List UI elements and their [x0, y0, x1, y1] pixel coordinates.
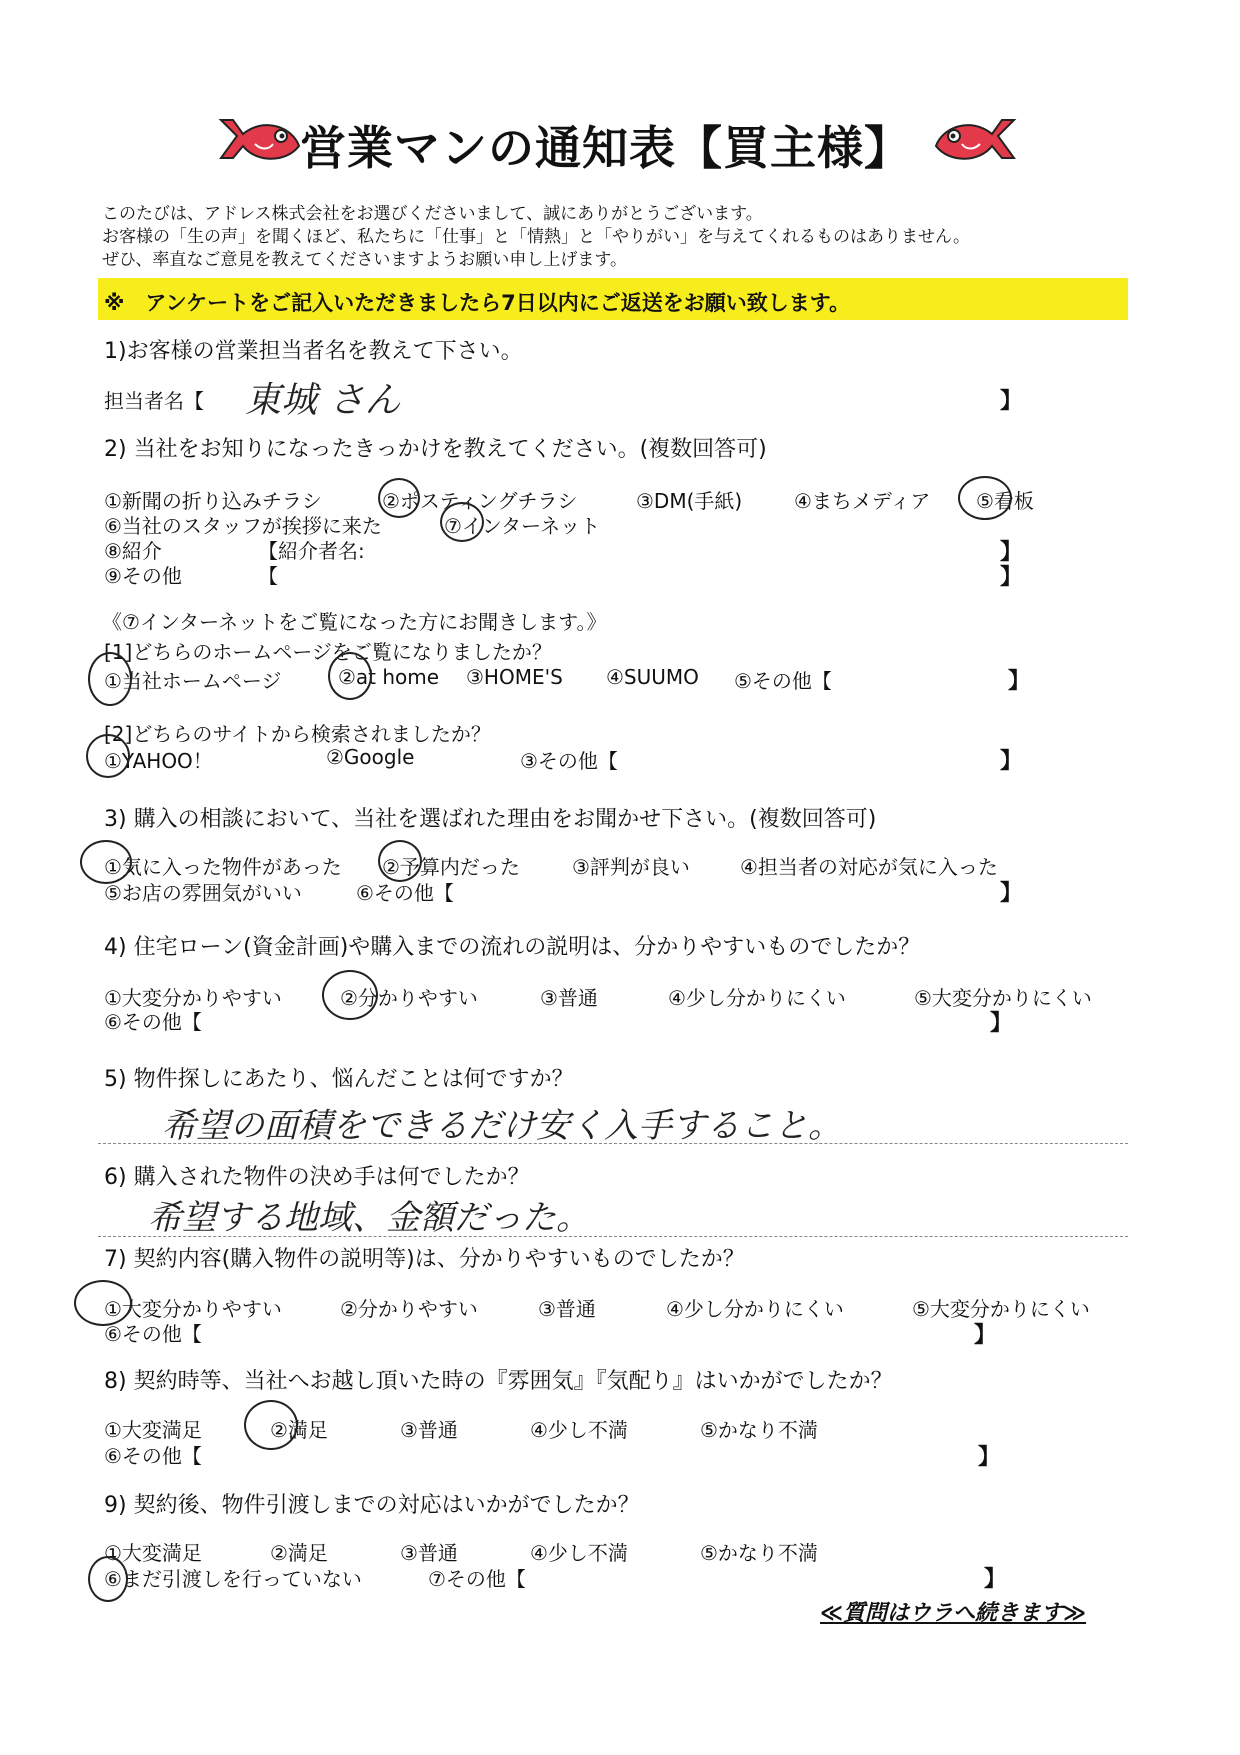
- q4-question: 4) 住宅ローン(資金計画)や購入までの流れの説明は、分かりやすいものでしたか？: [104, 935, 921, 960]
- q5-answer: 希望の面積をできるだけ安く入手すること。: [162, 1106, 842, 1146]
- q9-opt-3[interactable]: ③普通: [400, 1541, 458, 1565]
- q2-other-open: 【: [258, 564, 278, 588]
- q1-label: 担当者名【: [104, 389, 204, 413]
- q4-close: 】: [990, 1011, 1013, 1036]
- fish-icon-left: [215, 110, 305, 172]
- footer-continue-note: ≪質問はウラへ続きます≫: [820, 1601, 1087, 1626]
- q9-answer-circle-6: [88, 1556, 128, 1602]
- q7-opt-4[interactable]: ④少し分かりにくい: [666, 1297, 844, 1321]
- intro-line-2: お客様の「生の声」を聞くほど、私たちに「仕事」と「情熱」と「やりがい」を与えてくれるものはありません。: [102, 227, 971, 247]
- q4-opt-5[interactable]: ⑤大変分かりにくい: [914, 986, 1092, 1010]
- q2-answer-circle-2: [378, 478, 420, 518]
- q9-opt-5[interactable]: ⑤かなり不満: [700, 1541, 818, 1565]
- internet-sub2-opt-1[interactable]: ①YAHOO！: [104, 749, 213, 773]
- q4-opt-6[interactable]: ⑥その他【: [104, 1010, 202, 1034]
- q9-opt-1[interactable]: ①大変満足: [104, 1541, 202, 1565]
- internet-sub1-opt-5[interactable]: ⑤その他【: [734, 669, 832, 693]
- q9-opt-4[interactable]: ④少し不満: [530, 1541, 628, 1565]
- internet-sub1-opt-2[interactable]: ②at home: [338, 665, 440, 689]
- q9-opt-6[interactable]: ⑥まだ引渡しを行っていない: [104, 1567, 362, 1591]
- q4-opt-3[interactable]: ③普通: [540, 986, 598, 1010]
- q2-answer-circle-5: [958, 476, 1012, 520]
- q2-opt-8[interactable]: ⑧紹介: [104, 539, 162, 563]
- q2-referrer-label: 【紹介者名:: [258, 539, 365, 563]
- q8-opt-1[interactable]: ①大変満足: [104, 1418, 202, 1442]
- q5-answer-line: [98, 1143, 1128, 1144]
- q2-opt-5[interactable]: ⑤看板: [976, 489, 1034, 513]
- q3-opt-4[interactable]: ④担当者の対応が気に入った: [740, 855, 998, 879]
- q1-answer: 東城 さん: [245, 380, 401, 421]
- q8-answer-circle-2: [244, 1400, 298, 1450]
- q3-close: 】: [1000, 881, 1023, 906]
- q8-opt-5[interactable]: ⑤かなり不満: [700, 1418, 818, 1442]
- internet-sub2-opt-3[interactable]: ③その他【: [520, 749, 618, 773]
- internet-sub2-close: 】: [1000, 749, 1023, 774]
- internet-sub2-opt-2[interactable]: ②Google: [326, 745, 415, 769]
- q8-close: 】: [978, 1445, 1001, 1470]
- q2-question: 2) 当社をお知りになったきっかけを教えてください。(複数回答可): [104, 437, 767, 462]
- q8-question: 8) 契約時等、当社へお越し頂いた時の『雰囲気』『気配り』はいかがでしたか？: [104, 1369, 893, 1394]
- internet-header: 《⑦インターネットをご覧になった方にお聞きします。》: [102, 610, 607, 634]
- q3-answer-circle-2: [378, 840, 422, 882]
- q2-referrer-close: 】: [1000, 540, 1023, 565]
- q6-answer: 希望する地域、金額だった。: [148, 1198, 590, 1238]
- q7-answer-circle-1: [74, 1280, 132, 1326]
- q4-opt-1[interactable]: ①大変分かりやすい: [104, 986, 282, 1010]
- q2-answer-circle-7: [440, 502, 484, 542]
- q3-answer-circle-1: [80, 840, 132, 884]
- q2-opt-6[interactable]: ⑥当社のスタッフが挨拶に来た: [104, 514, 382, 538]
- q1-question: 1)お客様の営業担当者名を教えて下さい。: [104, 339, 523, 364]
- internet-sub1-close: 】: [1008, 669, 1031, 694]
- q4-answer-circle-2: [322, 970, 378, 1020]
- q7-opt-1[interactable]: ①大変分かりやすい: [104, 1297, 282, 1321]
- q2-opt-2[interactable]: ②ポスティングチラシ: [382, 489, 578, 513]
- internet-sub1-opt-1[interactable]: ①当社ホームページ: [104, 669, 282, 693]
- q8-opt-6[interactable]: ⑥その他【: [104, 1444, 202, 1468]
- q6-answer-line: [98, 1236, 1128, 1237]
- q2-opt-3[interactable]: ③DM(手紙): [636, 489, 743, 513]
- q9-opt-2[interactable]: ②満足: [270, 1541, 328, 1565]
- q4-opt-4[interactable]: ④少し分かりにくい: [668, 986, 846, 1010]
- internet-sub1: [1]どちらのホームページをご覧になりましたか？: [104, 640, 552, 664]
- intro-line-1: このたびは、アドレス株式会社をお選びくださいまして、誠にありがとうございます。: [102, 204, 763, 224]
- q2-opt-9[interactable]: ⑨その他: [104, 564, 182, 588]
- q9-question: 9) 契約後、物件引渡しまでの対応はいかがでしたか？: [104, 1493, 640, 1518]
- q7-opt-5[interactable]: ⑤大変分かりにくい: [912, 1297, 1090, 1321]
- q2-opt-7[interactable]: ⑦インターネット: [444, 514, 601, 538]
- internet-sub2: [2]どちらのサイトから検索されましたか？: [104, 722, 491, 746]
- q8-opt-3[interactable]: ③普通: [400, 1418, 458, 1442]
- q7-question: 7) 契約内容(購入物件の説明等)は、分かりやすいものでしたか？: [104, 1247, 745, 1272]
- page-title: 営業マンの通知表【買主様】: [300, 121, 911, 175]
- q5-question: 5) 物件探しにあたり、悩んだことは何ですか？: [104, 1067, 574, 1092]
- q8-opt-2[interactable]: ②満足: [270, 1418, 328, 1442]
- q3-opt-6[interactable]: ⑥その他【: [356, 881, 454, 905]
- q4-opt-2[interactable]: ②分かりやすい: [340, 986, 478, 1010]
- internet-sub1-circle-1: [88, 652, 132, 706]
- q3-opt-1[interactable]: ①気に入った物件があった: [104, 855, 342, 879]
- q7-opt-3[interactable]: ③普通: [538, 1297, 596, 1321]
- q3-question: 3) 購入の相談において、当社を選ばれた理由をお聞かせ下さい。(複数回答可): [104, 807, 877, 832]
- q7-close: 】: [974, 1323, 997, 1348]
- q6-question: 6) 購入された物件の決め手は何でしたか？: [104, 1165, 530, 1190]
- q2-opt-1[interactable]: ①新聞の折り込みチラシ: [104, 489, 322, 513]
- internet-sub2-circle-1: [86, 734, 130, 778]
- internet-sub1-opt-3[interactable]: ③HOME'S: [466, 665, 563, 689]
- q2-other-close: 】: [1000, 565, 1023, 590]
- q8-opt-4[interactable]: ④少し不満: [530, 1418, 628, 1442]
- q7-opt-2[interactable]: ②分かりやすい: [340, 1297, 478, 1321]
- q7-opt-6[interactable]: ⑥その他【: [104, 1322, 202, 1346]
- internet-sub1-opt-4[interactable]: ④SUUMO: [606, 665, 699, 689]
- q3-opt-3[interactable]: ③評判が良い: [572, 855, 690, 879]
- internet-sub1-circle-2: [328, 652, 372, 700]
- q2-opt-4[interactable]: ④まちメディア: [794, 489, 931, 513]
- q3-opt-5[interactable]: ⑤お店の雰囲気がいい: [104, 881, 302, 905]
- q1-close: 】: [1000, 389, 1023, 414]
- notice-text: ※ アンケートをご記入いただきましたら7日以内にご返送をお願い致します。: [104, 291, 851, 315]
- q3-opt-2[interactable]: ②予算内だった: [382, 855, 520, 879]
- fish-icon-right: [930, 110, 1020, 172]
- q9-close: 】: [984, 1567, 1007, 1592]
- intro-line-3: ぜひ、率直なご意見を教えてくださいますようお願い申し上げます。: [102, 250, 627, 270]
- q9-opt-7[interactable]: ⑦その他【: [428, 1567, 526, 1591]
